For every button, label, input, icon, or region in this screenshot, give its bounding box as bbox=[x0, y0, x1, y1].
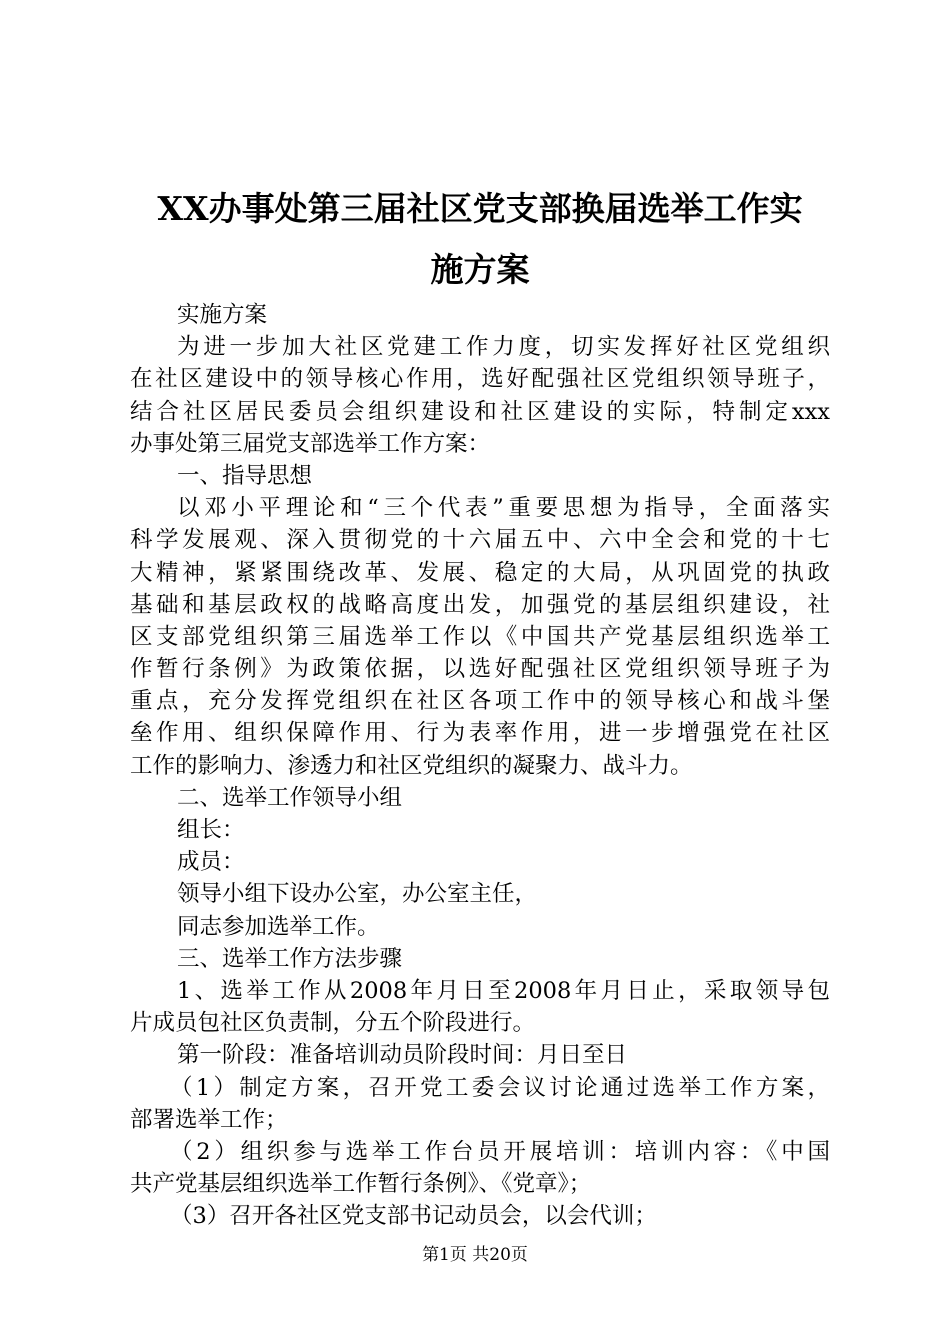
paragraph-line: 作暂行条例》为政策依据，以选好配强社区党组织领导班子为 bbox=[130, 656, 830, 683]
paragraph-line: 以邓小平理论和“三个代表”重要思想为指导，全面落实 bbox=[177, 495, 830, 522]
paragraph-line: 成员： bbox=[177, 849, 245, 876]
paragraph-line: （1）制定方案，召开党工委会议讨论通过选举工作方案， bbox=[170, 1074, 830, 1101]
paragraph-line: 为进一步加大社区党建工作力度，切实发挥好社区党组织 bbox=[177, 334, 830, 361]
paragraph-line: 领导小组下设办公室，办公室主任， bbox=[177, 881, 538, 908]
paragraph-line: 区支部党组织第三届选举工作以《中国共产党基层组织选举工 bbox=[130, 623, 830, 650]
paragraph-line: 1、选举工作从2008年月日至2008年月日止，采取领导包 bbox=[177, 977, 830, 1004]
section-heading: 一、指导思想 bbox=[177, 462, 313, 489]
paragraph-line: 共产党基层组织选举工作暂行条例》、《党章》； bbox=[130, 1171, 592, 1198]
paragraph-line: 工作的影响力、渗透力和社区党组织的凝聚力、战斗力。 bbox=[130, 752, 693, 779]
paragraph-line: 大精神，紧紧围绕改革、发展、稳定的大局，从巩固党的执政 bbox=[130, 559, 830, 586]
paragraph-line: 结合社区居民委员会组织建设和社区建设的实际，特制定xxx bbox=[130, 398, 830, 425]
section-heading: 三、选举工作方法步骤 bbox=[177, 945, 403, 972]
document-title-line-1: XX办事处第三届社区党支部换届选举工作实 bbox=[157, 189, 803, 228]
paragraph-line: 科学发展观、深入贯彻党的十六届五中、六中全会和党的十七 bbox=[130, 527, 830, 554]
paragraph-line: （2）组织参与选举工作台员开展培训：培训内容：《中国 bbox=[170, 1138, 830, 1165]
paragraph-line: 办事处第三届党支部选举工作方案： bbox=[130, 430, 491, 457]
document-body bbox=[130, 299, 830, 1232]
paragraph-line: 片成员包社区负责制，分五个阶段进行。 bbox=[130, 1010, 536, 1037]
paragraph-line: （3）召开各社区党支部书记动员会，以会代训； bbox=[170, 1203, 657, 1230]
paragraph-line: 重点，充分发挥党组织在社区各项工作中的领导核心和战斗堡 bbox=[130, 688, 830, 715]
section-heading: 二、选举工作领导小组 bbox=[177, 784, 403, 811]
document-title-line-2: 施方案 bbox=[430, 250, 530, 289]
paragraph-line: 在社区建设中的领导核心作用，选好配强社区党组织领导班子， bbox=[130, 366, 830, 393]
paragraph-line: 第一阶段：准备培训动员阶段时间：月日至日 bbox=[177, 1042, 628, 1069]
paragraph-line: 部署选举工作； bbox=[130, 1106, 288, 1133]
paragraph-line: 组长： bbox=[177, 817, 245, 843]
paragraph-line: 同志参加选举工作。 bbox=[177, 913, 380, 940]
page-footer: 第1页 共20页 bbox=[422, 1245, 528, 1265]
paragraph-line: 垒作用、组织保障作用、行为表率作用，进一步增强党在社区 bbox=[130, 720, 830, 747]
paragraph-line: 基础和基层政权的战略高度出发，加强党的基层组织建设，社 bbox=[130, 591, 830, 618]
paragraph-line: 实施方案 bbox=[177, 302, 268, 328]
